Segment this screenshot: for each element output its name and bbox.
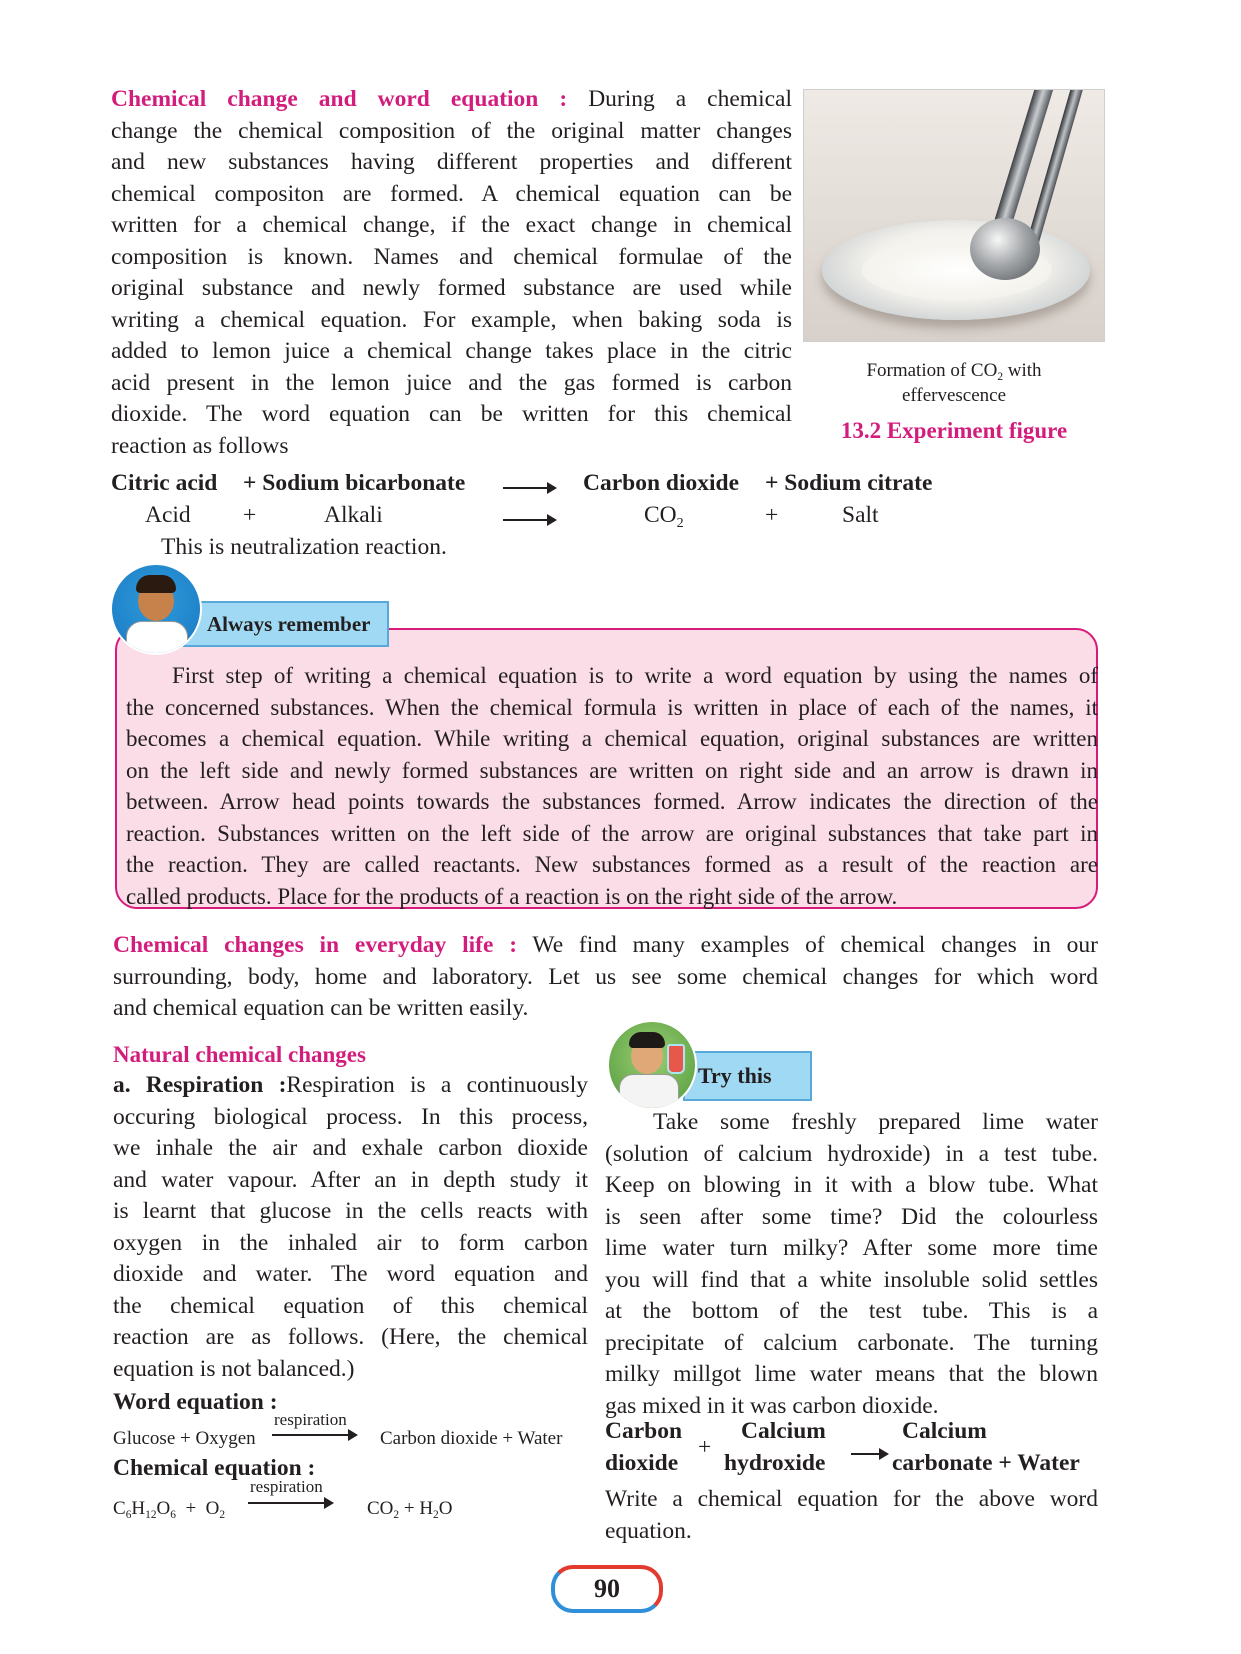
eq1-arrow-2 <box>503 519 555 521</box>
try-eq-hydroxide: hydroxide <box>724 1450 826 1476</box>
scientist-avatar-icon <box>607 1020 697 1110</box>
section2-line-0: We find many examples of chemical changes in our <box>532 932 1099 958</box>
section1-line-0: During a chemical <box>588 86 792 112</box>
section2-line-2: and chemical equation can be written easily. <box>113 995 529 1021</box>
try-this-tab: Try this <box>683 1051 812 1101</box>
always-remember-tab: Always remember <box>183 601 389 647</box>
respiration-text <box>113 1070 588 1385</box>
remember-line-0: First step of writing a chemical equation is to write a word equation by using the names of <box>172 663 1098 688</box>
eq1-acid: Acid <box>145 502 191 528</box>
try-eq-carbonate: carbonate + Water <box>892 1450 1080 1476</box>
respiration-line-2: we inhale the air and exhale carbon dioxide <box>113 1135 588 1161</box>
section-chemical-change <box>111 84 792 462</box>
photo-caption <box>803 358 1105 408</box>
section2-heading: Chemical changes in everyday life : <box>113 932 518 958</box>
section-everyday-life <box>113 930 1098 1025</box>
respiration-line-4: is learnt that glucose in the cells reacts with <box>113 1198 588 1224</box>
chem-eq-left: $C_6H_{12}O_6 + O_2$ <box>113 1498 226 1521</box>
eq1-alkali: Alkali <box>324 502 383 528</box>
section1-line-1: change the chemical composition of the original matter changes <box>111 117 792 144</box>
remember-line-7: called products. Place for the products of a reaction is on the right side of the arrow. <box>126 883 898 909</box>
section1-heading: Chemical change and word equation : <box>111 86 568 112</box>
eq1-plus3: + <box>243 502 257 528</box>
natural-heading: Natural chemical changes <box>113 1042 366 1067</box>
try-after-line-1: equation. <box>605 1517 692 1544</box>
try-after-line-0: Write a chemical equation for the above word <box>605 1486 1098 1512</box>
respiration-line-5: oxygen in the inhaled air to form carbon <box>113 1229 588 1256</box>
word-eq-arrow-label: respiration <box>274 1410 347 1429</box>
section1-line-5: composition is known. Names and chemical formulae of the <box>111 243 792 270</box>
remember-line-6: the reaction. They are called reactants. New substances formed as a result of the reaction are <box>126 852 1098 877</box>
respiration-line-7: the chemical equation of this chemical <box>113 1292 588 1319</box>
respiration-line-8: reaction are as follows. (Here, the chemical <box>113 1324 588 1350</box>
chemical-equation-heading: Chemical equation : <box>113 1455 316 1481</box>
section1-line-7: writing a chemical equation. For example, when baking soda is <box>111 306 792 333</box>
figure-label: 13.2 Experiment figure <box>840 418 1068 443</box>
eq1-plus2: + Sodium citrate <box>765 470 933 496</box>
eq1-co2: $CO_2$ <box>644 502 684 531</box>
page-number-badge <box>551 1565 659 1609</box>
eq1-note: This is neutralization reaction. <box>161 534 447 560</box>
respiration-line-6: dioxide and water. The word equation and <box>113 1261 588 1287</box>
remember-line-3: on the left side and newly formed substances are written on right side and an arrow is drawn in <box>126 757 1098 783</box>
section1-line-3: chemical compositon are formed. A chemical equation can be <box>111 180 792 207</box>
chem-eq-right: $CO_2 + H_2O$ <box>367 1498 453 1521</box>
try-eq-arrow <box>851 1453 887 1455</box>
word-eq-arrow <box>272 1434 356 1436</box>
section1-line-10: dioxide. The word equation can be written for this chemical <box>111 401 792 427</box>
page-number: 90 <box>594 1574 620 1603</box>
eq1-product1: Carbon dioxide <box>583 470 740 496</box>
remember-line-2: becomes a chemical equation. While writing a chemical equation, original substances are written <box>126 726 1098 751</box>
try-eq-calcium-2: Calcium <box>902 1418 987 1444</box>
flask-icon <box>667 1044 685 1074</box>
respiration-line-0: Respiration is a continuously <box>286 1072 588 1098</box>
section2-line <box>113 930 1098 962</box>
always-remember-text <box>126 660 1098 912</box>
try-line-0: Take some freshly prepared lime water <box>653 1109 1098 1135</box>
word-equation-heading: Word equation : <box>113 1389 278 1415</box>
eq1-plus1: + Sodium bicarbonate <box>243 470 466 496</box>
eq1-salt: Salt <box>842 502 879 528</box>
eq1-arrow-1 <box>503 487 555 489</box>
eq1-plus4: + <box>765 502 779 528</box>
try-line-6: at the bottom of the test tube. This is a <box>605 1298 1098 1324</box>
try-line-4: lime water turn milky? After some more time <box>605 1235 1098 1261</box>
try-eq-calcium-1: Calcium <box>741 1418 826 1444</box>
respiration-line-1: occuring biological process. In this process, <box>113 1103 588 1130</box>
section1-line-4: written for a chemical change, if the exact change in chemical <box>111 212 792 238</box>
try-line-7: precipitate of calcium carbonate. The turning <box>605 1329 1098 1356</box>
section1-line-6: original substance and newly formed substance are used while <box>111 275 792 301</box>
chem-eq-arrow-label: respiration <box>250 1477 323 1496</box>
caption-line-1: Formation of $CO_2$ with <box>866 360 1042 383</box>
try-line-2: Keep on blowing in it with a blow tube. What <box>605 1172 1098 1198</box>
try-eq-dioxide: dioxide <box>605 1450 679 1476</box>
section1-line-11: reaction as follows <box>111 432 289 459</box>
word-eq-right: Carbon dioxide + Water <box>380 1428 563 1449</box>
try-this-text <box>605 1107 1098 1422</box>
eq1-reactant1: Citric acid <box>111 470 218 496</box>
remember-line-5: reaction. Substances written on the left side of the arrow are original substances that take part in <box>126 820 1098 846</box>
section1-line-8: added to lemon juice a chemical change takes place in the citric <box>111 338 792 364</box>
try-eq-carbon: Carbon <box>605 1418 683 1444</box>
try-line-8: milky millgot lime water means that the blown <box>605 1361 1098 1387</box>
try-after-text <box>605 1484 1098 1547</box>
section1-line-2: and new substances having different properties and different <box>111 149 792 175</box>
word-eq-left: Glucose + Oxygen <box>113 1428 256 1449</box>
spoon <box>970 218 1040 280</box>
caption-line-2: effervescence <box>901 385 1007 406</box>
remember-line-4: between. Arrow head points towards the substances formed. Arrow indicates the direction of the <box>126 789 1098 814</box>
student-avatar-icon <box>110 563 202 655</box>
try-line-9: gas mixed in it was carbon dioxide. <box>605 1392 939 1419</box>
respiration-line-3: and water vapour. After an in depth study it <box>113 1166 588 1193</box>
section1-line <box>111 84 792 116</box>
chem-eq-arrow <box>248 1502 332 1504</box>
try-line-3: is seen after some time? Did the colourless <box>605 1203 1098 1230</box>
remember-line-1: the concerned substances. When the chemical formula is written in place of each of the names, it <box>126 694 1098 720</box>
respiration-line <box>113 1070 588 1102</box>
respiration-label: a. Respiration : <box>113 1072 287 1098</box>
respiration-line-9: equation is not balanced.) <box>113 1355 355 1382</box>
try-line-1: (solution of calcium hydroxide) in a test tube. <box>605 1140 1098 1167</box>
effervescence-photo <box>803 89 1105 342</box>
try-line-5: you will find that a white insoluble solid settles <box>605 1266 1098 1293</box>
section2-line-1: surrounding, body, home and laboratory. Let us see some chemical changes for which word <box>113 963 1098 990</box>
try-eq-plus: + <box>698 1434 712 1460</box>
section1-line-9: acid present in the lemon juice and the gas formed is carbon <box>111 369 792 396</box>
